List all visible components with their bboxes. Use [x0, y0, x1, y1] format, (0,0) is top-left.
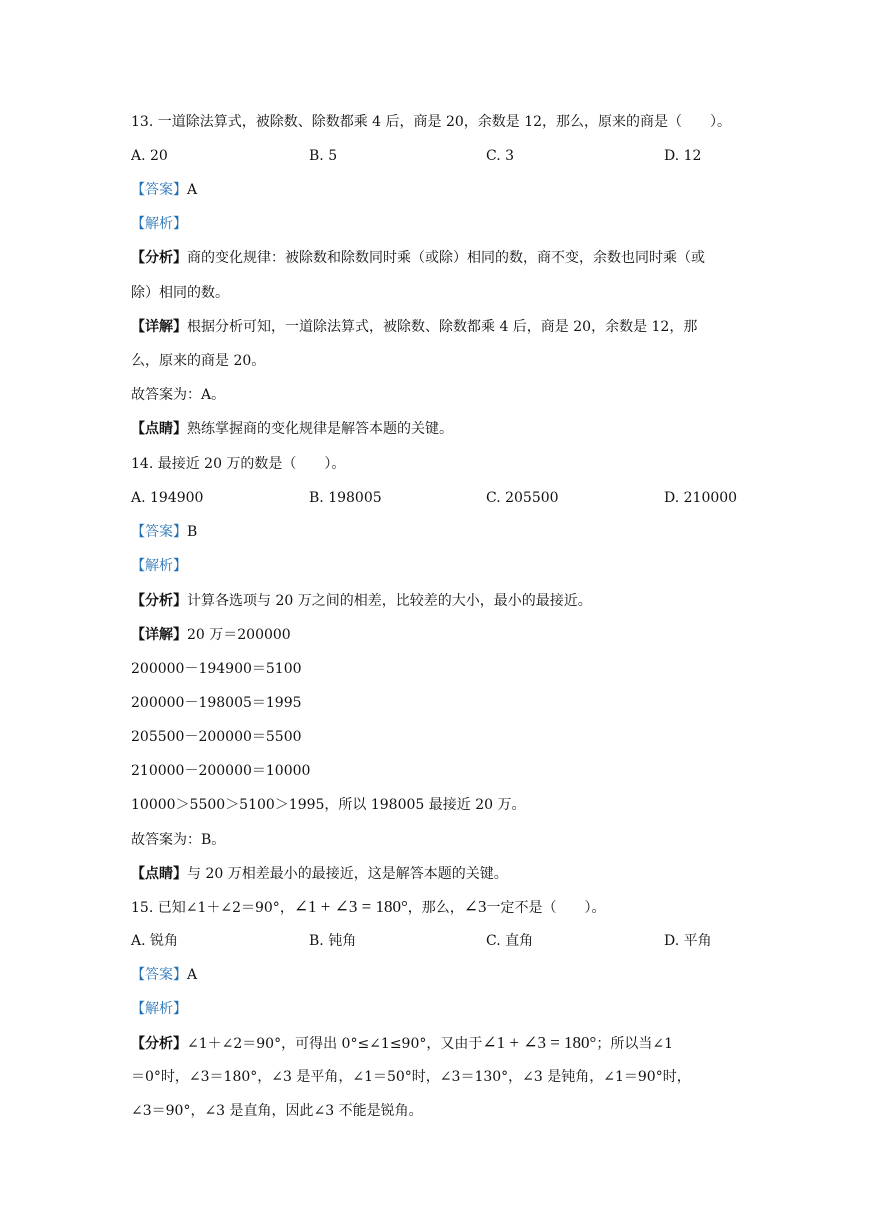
stem-sep: ， — [279, 900, 294, 916]
q15-option-b: B. 钝角 — [309, 933, 357, 949]
q14-dianjing — [131, 864, 508, 884]
dianjing-tag: 【点睛】 — [131, 421, 187, 437]
q13-xiangjie-line1 — [131, 317, 697, 337]
fenxi-tag: 【分析】 — [131, 593, 187, 609]
q14-analysis-tag: 【解析】 — [131, 558, 187, 574]
q15-answer — [131, 965, 197, 985]
xiangjie-text: 根据分析可知，一道除法算式，被除数、除数都乘 4 后，商是 20，余数是 12，那 — [187, 319, 698, 335]
q14-answer — [131, 522, 197, 542]
q15-fenxi-line3: ∠3＝90°，∠3 是直角，因此∠3 不能是锐角。 — [131, 1103, 423, 1119]
q13-xiangjie-line2: 么，原来的商是 20。 — [131, 353, 266, 369]
q14-option-c: C. 205500 — [486, 490, 559, 506]
q14-option-b: B. 198005 — [309, 490, 382, 506]
q14-calc-2: 200000－198005＝1995 — [131, 695, 302, 711]
q13-option-c: C. 3 — [486, 148, 515, 164]
q13-conclusion: 故答案为：A。 — [131, 387, 226, 403]
stem-prefix: 15. 已知 — [131, 900, 186, 916]
dianjing-text: 熟练掌握商的变化规律是解答本题的关键。 — [187, 421, 453, 437]
fenxi-text: 计算各选项与 20 万之间的相差，比较差的大小，最小的最接近。 — [187, 593, 592, 609]
fenxi-tag: 【分析】 — [131, 250, 187, 266]
q14-calc-3: 205500－200000＝5500 — [131, 729, 302, 745]
q13-option-a: A. 20 — [131, 148, 168, 164]
dianjing-text: 与 20 万相差最小的最接近，这是解答本题的关键。 — [187, 866, 508, 882]
stem-suffix: ，那么， — [407, 900, 464, 916]
fenxi-eq: ∠1 + ∠3 = 180° — [482, 1033, 597, 1052]
q15-option-c: C. 直角 — [486, 933, 534, 949]
answer-value: A — [187, 182, 198, 198]
q14-stem: 14. 最接近 20 万的数是（ ）。 — [131, 456, 346, 472]
q14-calc-1: 200000－194900＝5100 — [131, 661, 302, 677]
q13-analysis-tag: 【解析】 — [131, 216, 187, 232]
fenxi-text: 商的变化规律：被除数和除数同时乘（或除）相同的数，商不变，余数也同时乘（或 — [187, 250, 705, 266]
answer-value: B — [187, 524, 198, 540]
q14-conclusion: 故答案为：B。 — [131, 832, 226, 848]
q14-compare: 10000＞5500＞5100＞1995，所以 198005 最接近 20 万。 — [131, 797, 526, 813]
stem-eq1: ∠1＋∠2＝90° — [185, 900, 280, 916]
q15-option-d: D. 平角 — [664, 933, 712, 949]
stem-eq3: ∠3 — [463, 897, 487, 916]
fenxi-tag: 【分析】 — [131, 1036, 187, 1052]
q15-fenxi-line2: ＝0°时，∠3＝180°，∠3 是平角，∠1＝50°时，∠3＝130°，∠3 是钝角，∠1＝90°时， — [131, 1069, 691, 1085]
q15-fenxi-line1 — [131, 1033, 673, 1054]
stem-end: 一定不是（ ）。 — [486, 900, 606, 916]
q14-option-a: A. 194900 — [131, 490, 204, 506]
answer-tag: 【答案】 — [131, 524, 187, 540]
fenxi-text-b: ；所以当∠1 — [596, 1036, 673, 1052]
q15-option-a: A. 锐角 — [131, 933, 179, 949]
q14-xiangjie — [131, 625, 291, 645]
stem-eq2: ∠1 + ∠3 = 180° — [293, 897, 408, 916]
q14-option-d: D. 210000 — [664, 490, 738, 506]
dianjing-tag: 【点睛】 — [131, 866, 187, 882]
q13-option-b: B. 5 — [309, 148, 338, 164]
q14-fenxi — [131, 591, 592, 611]
xiangjie-tag: 【详解】 — [131, 319, 187, 335]
xiangjie-tag: 【详解】 — [131, 627, 187, 643]
fenxi-text-a: ∠1＋∠2＝90°，可得出 0°≤∠1≤90°，又由于 — [187, 1036, 483, 1052]
q15-analysis-tag: 【解析】 — [131, 1001, 187, 1017]
q13-option-d: D. 12 — [664, 148, 702, 164]
answer-tag: 【答案】 — [131, 967, 187, 983]
q13-stem: 13. 一道除法算式，被除数、除数都乘 4 后，商是 20，余数是 12，那么，原来的商是（ ）。 — [131, 114, 732, 130]
q13-dianjing — [131, 419, 453, 439]
q13-fenxi-line1 — [131, 248, 705, 268]
q14-calc-4: 210000－200000＝10000 — [131, 763, 311, 779]
answer-value: A — [187, 967, 198, 983]
xiangjie-text: 20 万＝200000 — [187, 627, 291, 643]
q13-answer — [131, 180, 197, 200]
answer-tag: 【答案】 — [131, 182, 187, 198]
q13-fenxi-line2: 除）相同的数。 — [131, 285, 229, 301]
q15-stem — [131, 897, 606, 918]
